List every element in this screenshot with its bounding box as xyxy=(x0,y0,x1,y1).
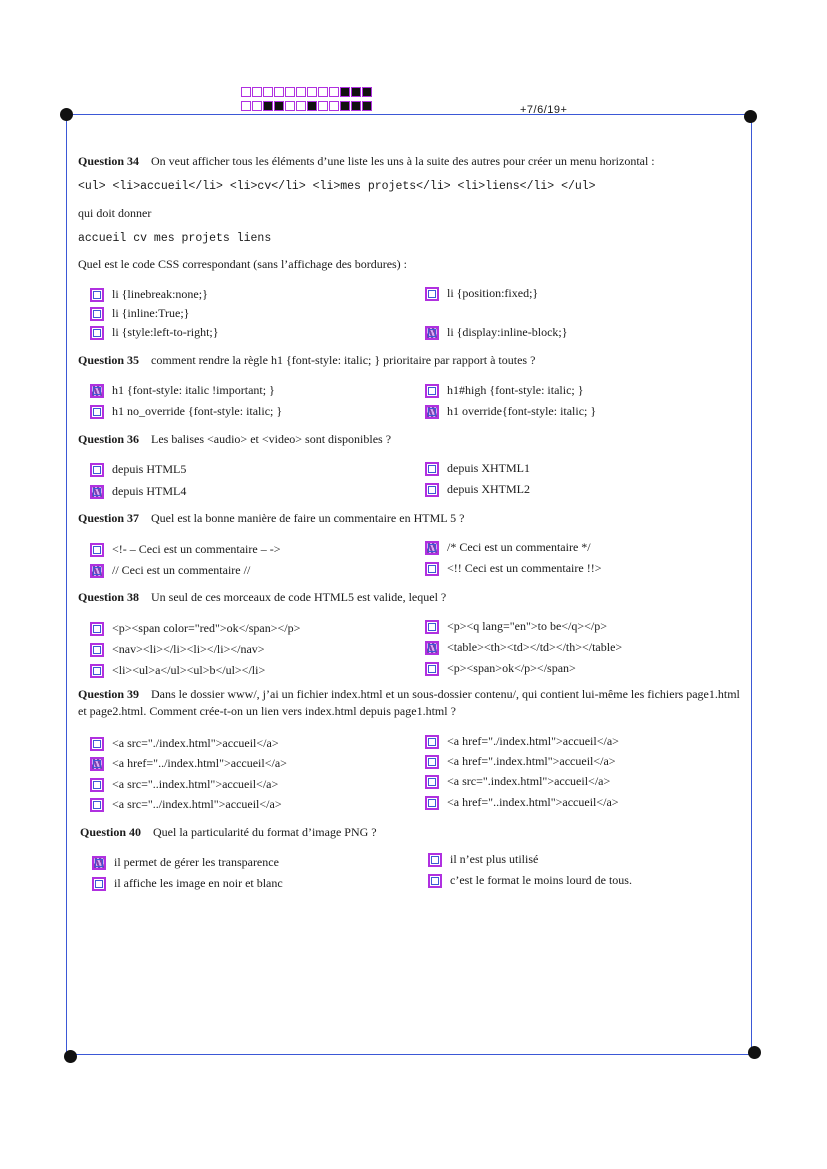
option-label: il permet de gérer les transparence xyxy=(114,855,279,869)
option-label: <a src=".index.html">accueil</a> xyxy=(447,774,611,788)
barcode-cell xyxy=(296,101,306,111)
option-label: li {linebreak:none;} xyxy=(112,287,208,301)
barcode-cell xyxy=(241,101,251,111)
question-34-code: <ul> <li>accueil</li> <li>cv</li> <li>mes projets</li> <li>liens</li> </ul> xyxy=(78,180,596,193)
checkbox[interactable] xyxy=(90,463,104,477)
barcode-cell xyxy=(263,101,273,111)
barcode-cell xyxy=(252,87,262,97)
checkbox[interactable] xyxy=(425,620,439,634)
checkbox[interactable] xyxy=(425,562,439,576)
checkbox[interactable] xyxy=(90,798,104,812)
option-label: <a href="..index.html">accueil</a> xyxy=(447,795,619,809)
checkbox[interactable] xyxy=(92,856,106,870)
corner-marker-bottom-left xyxy=(64,1050,77,1063)
option-label: <p><span>ok</p></span> xyxy=(447,661,576,675)
q38-option-span-color[interactable] xyxy=(90,621,300,636)
barcode-cell xyxy=(307,87,317,97)
checkbox[interactable] xyxy=(425,405,439,419)
q36-option-xhtml2[interactable] xyxy=(425,482,530,497)
option-label: depuis HTML4 xyxy=(112,484,187,498)
option-label: <li><ul>a</ul><ul>b</ul></li> xyxy=(112,663,266,677)
option-label: depuis XHTML2 xyxy=(447,482,530,496)
barcode-cell xyxy=(329,101,339,111)
question-text: Dans le dossier www/, j’ai un fichier index.html et un sous-dossier contenu/, qui contient lui-même les fichiers page1.html et page2.html. Comment crée-t-on un lien vers index.html depuis page1.html ? xyxy=(78,687,740,718)
question-text: Quel la particularité du format d’image PNG ? xyxy=(153,825,377,839)
option-label: <a src="../index.html">accueil</a> xyxy=(112,797,282,811)
question-text: comment rendre la règle h1 {font-style: italic; } prioritaire par rapport à toutes ? xyxy=(151,353,536,367)
checkbox[interactable] xyxy=(90,664,104,678)
option-label: <a href=".index.html">accueil</a> xyxy=(447,754,616,768)
q39-option-href-dotdot[interactable] xyxy=(425,795,619,810)
option-label: <nav><li></li><li></li></nav> xyxy=(112,642,265,656)
question-text: Les balises <audio> et <video> sont disponibles ? xyxy=(151,432,392,446)
q35-option-no-override[interactable] xyxy=(90,404,282,419)
checkbox[interactable] xyxy=(90,405,104,419)
checkbox[interactable] xyxy=(90,757,104,771)
q37-option-bang-comment[interactable] xyxy=(425,561,601,576)
barcode-cell xyxy=(318,101,328,111)
answer-frame xyxy=(66,114,752,1055)
barcode-cell xyxy=(274,87,284,97)
option-label: <a href="../index.html">accueil</a> xyxy=(112,756,287,770)
checkbox[interactable] xyxy=(90,737,104,751)
checkbox[interactable] xyxy=(90,778,104,792)
checkbox[interactable] xyxy=(90,326,104,340)
question-text: On veut afficher tous les éléments d’une liste les uns à la suite des autres pour créer un menu horizontal : xyxy=(151,154,655,168)
option-label: li {display:inline-block;} xyxy=(447,325,568,339)
option-label: h1 no_override {font-style: italic; } xyxy=(112,404,283,418)
checkbox[interactable] xyxy=(428,853,442,867)
barcode-cell xyxy=(285,87,295,97)
question-number: Question 38 xyxy=(78,590,140,604)
option-label: depuis HTML5 xyxy=(112,462,187,476)
checkbox[interactable] xyxy=(90,564,104,578)
q35-option-important[interactable] xyxy=(90,383,275,398)
checkbox[interactable] xyxy=(90,485,104,499)
q40-option-not-used[interactable] xyxy=(428,852,538,867)
corner-marker-top-left xyxy=(60,108,73,121)
q39-option-src-parent[interactable] xyxy=(90,797,282,812)
checkbox[interactable] xyxy=(90,307,104,321)
checkbox[interactable] xyxy=(90,622,104,636)
q37-option-line-comment[interactable] xyxy=(90,563,250,578)
option-label: /* Ceci est un commentaire */ xyxy=(447,540,591,554)
option-label: <a src="./index.html">accueil</a> xyxy=(112,736,279,750)
checkbox[interactable] xyxy=(425,662,439,676)
option-label: h1#high {font-style: italic; } xyxy=(447,383,584,397)
barcode-cell xyxy=(307,101,317,111)
option-label: <!- – Ceci est un commentaire – -> xyxy=(112,542,281,556)
q34-option-position[interactable] xyxy=(425,286,538,301)
question-text: Un seul de ces morceaux de code HTML5 est valide, lequel ? xyxy=(151,590,447,604)
q38-option-nav-li[interactable] xyxy=(90,642,265,657)
q39-option-href-parent[interactable] xyxy=(90,756,287,771)
barcode-cell xyxy=(340,87,350,97)
option-label: li {style:left-to-right;} xyxy=(112,325,219,339)
checkbox[interactable] xyxy=(92,877,106,891)
question-number: Question 37 xyxy=(78,511,140,525)
question-36-header xyxy=(78,432,391,447)
q38-option-q-lang[interactable] xyxy=(425,619,607,634)
q35-option-high[interactable] xyxy=(425,383,584,398)
q38-option-p-span[interactable] xyxy=(425,661,576,676)
q39-option-href-dot[interactable] xyxy=(425,734,619,749)
sheet-reference: +7/6/19+ xyxy=(520,104,568,116)
q35-option-override[interactable] xyxy=(425,404,596,419)
checkbox[interactable] xyxy=(90,384,104,398)
barcode-cell xyxy=(340,101,350,111)
barcode-bottom xyxy=(241,101,372,111)
question-number: Question 36 xyxy=(78,432,140,446)
barcode-cell xyxy=(285,101,295,111)
checkbox[interactable] xyxy=(90,643,104,657)
question-text: Quel est la bonne manière de faire un commentaire en HTML 5 ? xyxy=(151,511,465,525)
barcode-cell xyxy=(274,101,284,111)
checkbox[interactable] xyxy=(425,775,439,789)
q38-option-li-ul[interactable] xyxy=(90,663,265,678)
question-39-header xyxy=(78,686,748,720)
barcode-cell xyxy=(362,101,372,111)
checkbox[interactable] xyxy=(425,483,439,497)
question-number: Question 39 xyxy=(78,687,140,701)
option-label: depuis XHTML1 xyxy=(447,461,530,475)
option-label: // Ceci est un commentaire // xyxy=(112,563,251,577)
barcode-cell xyxy=(241,87,251,97)
q37-option-html-comment[interactable] xyxy=(90,542,280,557)
option-label: <table><th><td></td></th></table> xyxy=(447,640,623,654)
corner-marker-bottom-right xyxy=(748,1046,761,1059)
question-number: Question 35 xyxy=(78,353,140,367)
question-40-header xyxy=(80,825,377,840)
q36-option-xhtml1[interactable] xyxy=(425,461,530,476)
checkbox[interactable] xyxy=(425,541,439,555)
barcode-cell xyxy=(296,87,306,97)
option-label: il affiche les image en noir et blanc xyxy=(114,876,283,890)
q39-option-href-dotindex[interactable] xyxy=(425,754,616,769)
q36-option-html4[interactable] xyxy=(90,484,186,499)
option-label: h1 {font-style: italic !important; } xyxy=(112,383,275,397)
question-37-header xyxy=(78,511,464,526)
barcode-cell xyxy=(351,101,361,111)
barcode-cell xyxy=(318,87,328,97)
option-label: h1 override{font-style: italic; } xyxy=(447,404,597,418)
option-label: li {position:fixed;} xyxy=(447,286,539,300)
checkbox[interactable] xyxy=(90,288,104,302)
corner-marker-top-right xyxy=(744,110,757,123)
checkbox[interactable] xyxy=(425,755,439,769)
barcode-top xyxy=(241,87,372,97)
barcode-cell xyxy=(362,87,372,97)
q40-option-lightest[interactable] xyxy=(428,873,632,888)
checkbox[interactable] xyxy=(425,641,439,655)
q34-option-inline[interactable] xyxy=(90,306,189,321)
option-label: <a href="./index.html">accueil</a> xyxy=(447,734,619,748)
checkbox[interactable] xyxy=(425,326,439,340)
option-label: il n’est plus utilisé xyxy=(450,852,539,866)
q37-option-block-comment[interactable] xyxy=(425,540,591,555)
barcode-cell xyxy=(351,87,361,97)
q39-option-src-dot[interactable] xyxy=(90,736,279,751)
q36-option-html5[interactable] xyxy=(90,462,186,477)
checkbox[interactable] xyxy=(428,874,442,888)
barcode-cell xyxy=(263,87,273,97)
q39-option-src-dotdot[interactable] xyxy=(90,777,278,792)
question-number: Question 40 xyxy=(80,825,142,839)
option-label: <a src="..index.html">accueil</a> xyxy=(112,777,279,791)
question-34-output: accueil cv mes projets liens xyxy=(78,232,272,245)
question-34-mid-text: qui doit donner xyxy=(78,206,152,220)
question-34-header xyxy=(78,154,655,169)
q38-option-table[interactable] xyxy=(425,640,622,655)
barcode-cell xyxy=(252,101,262,111)
question-34-prompt: Quel est le code CSS correspondant (sans l’affichage des bordures) : xyxy=(78,257,408,271)
q39-option-src-dotindex[interactable] xyxy=(425,774,610,789)
option-label: c’est le format le moins lourd de tous. xyxy=(450,873,632,887)
question-35-header xyxy=(78,353,535,368)
option-label: <!! Ceci est un commentaire !!> xyxy=(447,561,602,575)
checkbox[interactable] xyxy=(425,462,439,476)
q34-option-display[interactable] xyxy=(425,325,568,340)
q40-option-transparency[interactable] xyxy=(92,855,279,870)
checkbox[interactable] xyxy=(90,543,104,557)
checkbox[interactable] xyxy=(425,384,439,398)
q40-option-black-white[interactable] xyxy=(92,876,283,891)
question-number: Question 34 xyxy=(78,154,140,168)
barcode-cell xyxy=(329,87,339,97)
option-label: <p><q lang="en">to be</q></p> xyxy=(447,619,608,633)
checkbox[interactable] xyxy=(425,796,439,810)
option-label: li {inline:True;} xyxy=(112,306,190,320)
q34-option-style[interactable] xyxy=(90,325,219,340)
question-38-header xyxy=(78,590,446,605)
checkbox[interactable] xyxy=(425,735,439,749)
option-label: <p><span color="red">ok</span></p> xyxy=(112,621,301,635)
q34-option-linebreak[interactable] xyxy=(90,287,208,302)
checkbox[interactable] xyxy=(425,287,439,301)
